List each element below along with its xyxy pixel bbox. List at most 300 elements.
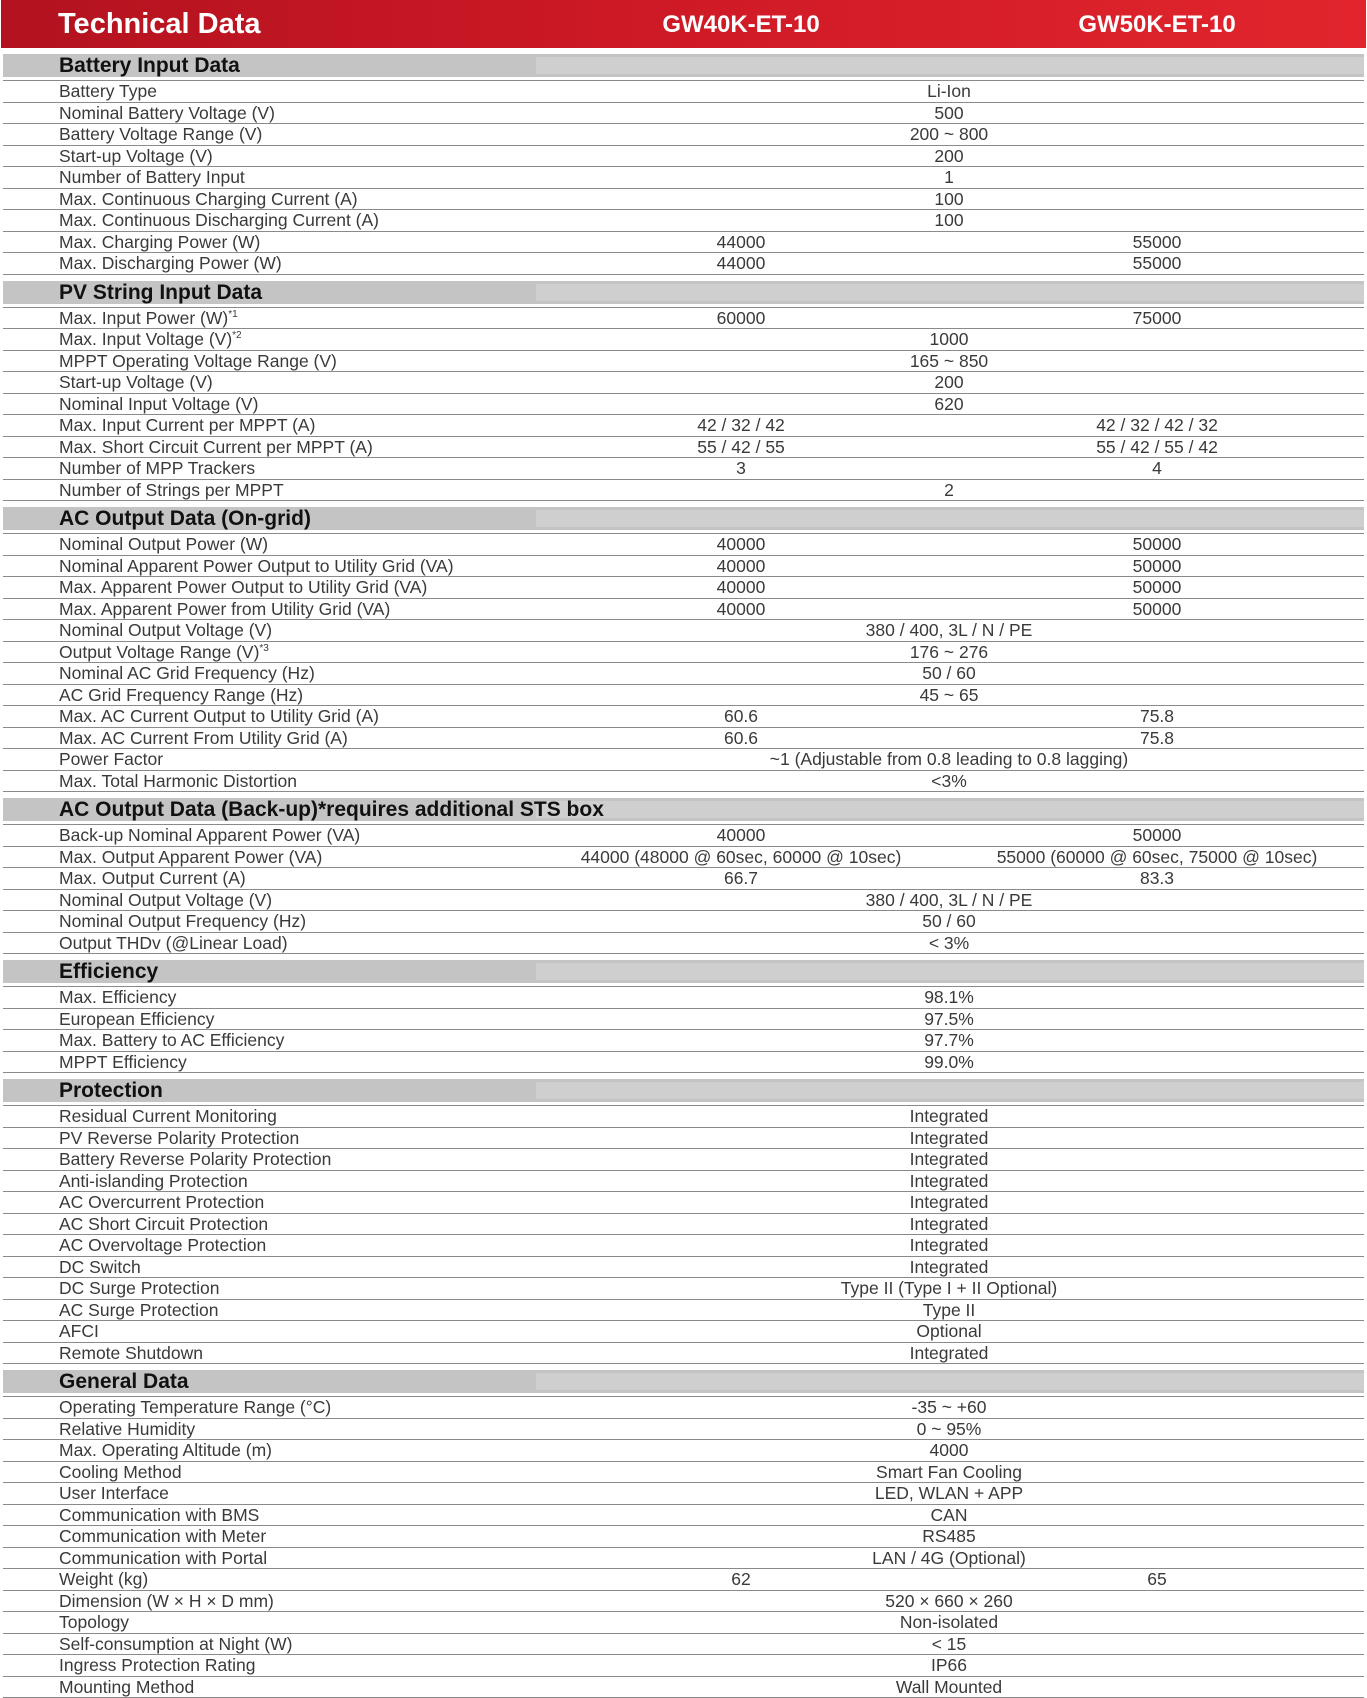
spec-label-text: Nominal AC Grid Frequency (Hz) xyxy=(59,663,315,683)
section-header-shade xyxy=(536,801,1364,818)
spec-row xyxy=(3,1419,1364,1441)
section-header xyxy=(3,798,1364,821)
spec-value-shared: Integrated xyxy=(910,1214,989,1234)
spec-row xyxy=(3,620,1364,642)
spec-label xyxy=(59,1009,214,1029)
spec-label-text: Nominal Output Voltage (V) xyxy=(59,890,272,910)
spec-label-text: Remote Shutdown xyxy=(59,1343,203,1363)
spec-row xyxy=(3,577,1364,599)
spec-label xyxy=(59,1397,331,1417)
spec-label-text: Max. Input Current per MPPT (A) xyxy=(59,415,315,435)
spec-label-text: Dimension (W × H × D mm) xyxy=(59,1591,274,1611)
spec-value-shared: 500 xyxy=(934,103,963,123)
spec-value-model-2: 83.3 xyxy=(1140,868,1174,888)
spec-value-model-1: 40000 xyxy=(717,534,766,554)
spec-row xyxy=(3,189,1364,211)
spec-label xyxy=(59,1128,299,1148)
spec-label xyxy=(59,1171,248,1191)
spec-value-model-2: 42 / 32 / 42 / 32 xyxy=(1096,415,1218,435)
section-title: PV String Input Data xyxy=(59,281,262,305)
spec-label-text: Weight (kg) xyxy=(59,1569,148,1589)
spec-label-text: European Efficiency xyxy=(59,1009,214,1029)
spec-row xyxy=(3,1505,1364,1527)
spec-value-model-2: 75.8 xyxy=(1140,706,1174,726)
spec-label-text: Battery Voltage Range (V) xyxy=(59,124,262,144)
spec-value-model-2: 50000 xyxy=(1133,556,1182,576)
spec-label xyxy=(59,1505,259,1525)
spec-row xyxy=(3,210,1364,232)
spec-label xyxy=(59,1462,182,1482)
spec-value-shared: 200 ~ 800 xyxy=(910,124,988,144)
spec-label xyxy=(59,1149,331,1169)
spec-value-shared: 200 xyxy=(934,146,963,166)
spec-row xyxy=(3,533,1364,556)
spec-label xyxy=(59,437,373,457)
spec-row xyxy=(3,556,1364,578)
spec-label-text: Max. Output Apparent Power (VA) xyxy=(59,847,322,867)
spec-label xyxy=(59,253,282,273)
spec-value-shared: Integrated xyxy=(910,1149,989,1169)
spec-value-shared: -35 ~ +60 xyxy=(912,1397,987,1417)
spec-row xyxy=(3,911,1364,933)
spec-value-model-1: 44000 xyxy=(717,232,766,252)
spec-value-model-1: 62 xyxy=(731,1569,750,1589)
spec-row xyxy=(3,642,1364,664)
spec-label xyxy=(59,599,390,619)
section-header xyxy=(3,507,1364,530)
spec-label xyxy=(59,749,163,769)
spec-label xyxy=(59,394,258,414)
spec-value-model-2: 55000 xyxy=(1133,232,1182,252)
spec-value-model-2: 75.8 xyxy=(1140,728,1174,748)
spec-value-shared: < 3% xyxy=(929,933,969,953)
spec-label-text: Max. Apparent Power Output to Utility Grid (VA) xyxy=(59,577,427,597)
footnote-marker: *1 xyxy=(228,309,237,320)
spec-value-model-2: 55000 (60000 @ 60sec, 75000 @ 10sec) xyxy=(997,847,1318,867)
spec-label xyxy=(59,1278,220,1298)
spec-label xyxy=(59,620,272,640)
spec-value-shared: CAN xyxy=(931,1505,968,1525)
spec-row xyxy=(3,394,1364,416)
spec-row xyxy=(3,415,1364,437)
spec-label xyxy=(59,1612,129,1632)
section-title: Protection xyxy=(59,1079,163,1103)
spec-label xyxy=(59,1052,187,1072)
spec-value-shared: 50 / 60 xyxy=(922,911,976,931)
spec-label-text: Communication with Portal xyxy=(59,1548,267,1568)
spec-row xyxy=(3,1343,1364,1365)
spec-row xyxy=(3,1278,1364,1300)
spec-value-shared: < 15 xyxy=(932,1634,967,1654)
spec-value-shared: 98.1% xyxy=(924,987,974,1007)
spec-value-shared: Optional xyxy=(916,1321,981,1341)
spec-value-model-2: 55 / 42 / 55 / 42 xyxy=(1096,437,1218,457)
section-title: General Data xyxy=(59,1370,189,1394)
spec-row xyxy=(3,685,1364,707)
spec-row xyxy=(3,1300,1364,1322)
spec-label-text: Nominal Apparent Power Output to Utility Grid (VA) xyxy=(59,556,454,576)
section-header-shade xyxy=(536,57,1364,74)
spec-label-text: AC Overvoltage Protection xyxy=(59,1235,266,1255)
spec-label-text: AC Surge Protection xyxy=(59,1300,219,1320)
spec-row xyxy=(3,146,1364,168)
spec-row xyxy=(3,329,1364,351)
spec-label xyxy=(59,1569,148,1589)
spec-label xyxy=(59,825,360,845)
spec-label-text: Ingress Protection Rating xyxy=(59,1655,256,1675)
spec-label-text: Max. AC Current Output to Utility Grid (A) xyxy=(59,706,379,726)
spec-label xyxy=(59,1483,169,1503)
spec-value-shared: IP66 xyxy=(931,1655,967,1675)
spec-label-text: AFCI xyxy=(59,1321,99,1341)
spec-row xyxy=(3,1257,1364,1279)
spec-row xyxy=(3,706,1364,728)
spec-label xyxy=(59,146,213,166)
spec-value-shared: 200 xyxy=(934,372,963,392)
section-header-shade xyxy=(536,284,1364,301)
spec-label-text: Max. Operating Altitude (m) xyxy=(59,1440,272,1460)
spec-value-model-1: 3 xyxy=(736,458,746,478)
spec-value-shared: 0 ~ 95% xyxy=(917,1419,982,1439)
spec-row xyxy=(3,167,1364,189)
spec-label xyxy=(59,458,255,478)
spec-row xyxy=(3,1655,1364,1677)
spec-row xyxy=(3,824,1364,847)
spec-label-text: Number of Strings per MPPT xyxy=(59,480,284,500)
spec-value-shared: Integrated xyxy=(910,1235,989,1255)
spec-label-text: Max. Charging Power (W) xyxy=(59,232,260,252)
spec-value-shared: Smart Fan Cooling xyxy=(876,1462,1022,1482)
spec-label xyxy=(59,890,272,910)
spec-value-model-1: 66.7 xyxy=(724,868,758,888)
spec-value-model-1: 60.6 xyxy=(724,728,758,748)
spec-label xyxy=(59,1300,219,1320)
spec-value-model-2: 65 xyxy=(1147,1569,1166,1589)
page-title: Technical Data xyxy=(58,6,261,42)
spec-row xyxy=(3,868,1364,890)
spec-label xyxy=(59,771,297,791)
spec-label xyxy=(59,987,176,1007)
spec-label xyxy=(59,308,238,328)
spec-label-text: Number of MPP Trackers xyxy=(59,458,255,478)
spec-value-shared: 620 xyxy=(934,394,963,414)
spec-value-shared: <3% xyxy=(931,771,967,791)
spec-row xyxy=(3,728,1364,750)
spec-value-shared: 97.5% xyxy=(924,1009,974,1029)
spec-row xyxy=(3,253,1364,275)
spec-value-shared: 97.7% xyxy=(924,1030,974,1050)
spec-row xyxy=(3,1052,1364,1074)
spec-value-shared: 2 xyxy=(944,480,954,500)
spec-value-shared: Wall Mounted xyxy=(896,1677,1002,1697)
spec-label-text: Operating Temperature Range (°C) xyxy=(59,1397,331,1417)
section-header xyxy=(3,1370,1364,1393)
spec-label-text: Number of Battery Input xyxy=(59,167,245,187)
spec-value-shared: 520 × 660 × 260 xyxy=(885,1591,1012,1611)
spec-label-text: Communication with BMS xyxy=(59,1505,259,1525)
spec-label xyxy=(59,124,262,144)
spec-value-shared: 1 xyxy=(944,167,954,187)
spec-row xyxy=(3,1128,1364,1150)
spec-value-model-1: 60000 xyxy=(717,308,766,328)
spec-row xyxy=(3,1634,1364,1656)
spec-label-text: PV Reverse Polarity Protection xyxy=(59,1128,299,1148)
spec-label-text: Nominal Battery Voltage (V) xyxy=(59,103,275,123)
spec-label xyxy=(59,577,427,597)
spec-value-model-1: 42 / 32 / 42 xyxy=(697,415,785,435)
spec-label xyxy=(59,933,288,953)
spec-value-model-2: 55000 xyxy=(1133,253,1182,273)
section-header xyxy=(3,1079,1364,1102)
spec-row xyxy=(3,351,1364,373)
spec-label-text: Max. Battery to AC Efficiency xyxy=(59,1030,284,1050)
spec-label xyxy=(59,329,242,349)
spec-row xyxy=(3,1526,1364,1548)
spec-value-model-2: 50000 xyxy=(1133,534,1182,554)
spec-value-shared: 99.0% xyxy=(924,1052,974,1072)
spec-label xyxy=(59,685,303,705)
spec-value-shared: Non-isolated xyxy=(900,1612,998,1632)
spec-label xyxy=(59,103,275,123)
spec-label xyxy=(59,81,157,101)
spec-value-shared: Integrated xyxy=(910,1128,989,1148)
spec-value-model-1: 40000 xyxy=(717,825,766,845)
section-header-shade xyxy=(536,963,1364,980)
spec-value-model-1: 44000 (48000 @ 60sec, 60000 @ 10sec) xyxy=(581,847,902,867)
spec-label-text: Nominal Output Frequency (Hz) xyxy=(59,911,306,931)
spec-label-text: Back-up Nominal Apparent Power (VA) xyxy=(59,825,360,845)
spec-row xyxy=(3,749,1364,771)
section-header-shade xyxy=(536,1082,1364,1099)
spec-label xyxy=(59,232,260,252)
spec-row xyxy=(3,1105,1364,1128)
spec-label-text: Max. Continuous Discharging Current (A) xyxy=(59,210,379,230)
spec-label-text: Max. Apparent Power from Utility Grid (VA) xyxy=(59,599,390,619)
spec-row xyxy=(3,480,1364,502)
section-header xyxy=(3,281,1364,304)
spec-value-shared: LED, WLAN + APP xyxy=(875,1483,1023,1503)
spec-label-text: User Interface xyxy=(59,1483,169,1503)
spec-value-shared: 4000 xyxy=(930,1440,969,1460)
spec-label xyxy=(59,210,379,230)
spec-label-text: Max. Short Circuit Current per MPPT (A) xyxy=(59,437,373,457)
spec-label xyxy=(59,1526,266,1546)
spec-label-text: Mounting Method xyxy=(59,1677,194,1697)
spec-label xyxy=(59,1440,272,1460)
spec-row xyxy=(3,986,1364,1009)
spec-row xyxy=(3,103,1364,125)
spec-value-model-1: 40000 xyxy=(717,556,766,576)
spec-row xyxy=(3,1462,1364,1484)
spec-label xyxy=(59,1343,203,1363)
spec-value-shared: Li-Ion xyxy=(927,81,971,101)
spec-label xyxy=(59,728,348,748)
spec-label-text: Relative Humidity xyxy=(59,1419,195,1439)
spec-row xyxy=(3,1548,1364,1570)
spec-sections xyxy=(0,54,1367,1698)
spec-label-text: AC Short Circuit Protection xyxy=(59,1214,268,1234)
spec-row xyxy=(3,1192,1364,1214)
spec-label xyxy=(59,663,315,683)
spec-label xyxy=(59,1235,266,1255)
spec-label xyxy=(59,1192,264,1212)
footnote-marker: *2 xyxy=(232,330,241,341)
spec-value-shared: RS485 xyxy=(922,1526,976,1546)
spec-value-shared: 380 / 400, 3L / N / PE xyxy=(866,890,1033,910)
spec-row xyxy=(3,372,1364,394)
spec-label xyxy=(59,189,358,209)
spec-label xyxy=(59,351,337,371)
spec-value-model-1: 40000 xyxy=(717,577,766,597)
spec-label-text: Power Factor xyxy=(59,749,163,769)
spec-value-shared: 45 ~ 65 xyxy=(920,685,979,705)
spec-label xyxy=(59,415,315,435)
spec-value-model-1: 60.6 xyxy=(724,706,758,726)
spec-value-shared: ~1 (Adjustable from 0.8 leading to 0.8 lagging) xyxy=(770,749,1129,769)
spec-label-text: Battery Type xyxy=(59,81,157,101)
spec-row xyxy=(3,1612,1364,1634)
spec-label xyxy=(59,868,246,888)
spec-row xyxy=(3,663,1364,685)
spec-value-shared: Type II (Type I + II Optional) xyxy=(841,1278,1057,1298)
spec-label-text: Max. Input Voltage (V) xyxy=(59,329,232,349)
spec-row xyxy=(3,1321,1364,1343)
spec-label-text: Communication with Meter xyxy=(59,1526,266,1546)
spec-row xyxy=(3,80,1364,103)
spec-label xyxy=(59,1591,274,1611)
header-bar xyxy=(1,0,1366,48)
spec-value-shared: Integrated xyxy=(910,1343,989,1363)
spec-value-shared: Integrated xyxy=(910,1192,989,1212)
spec-label xyxy=(59,480,284,500)
spec-label-text: Nominal Input Voltage (V) xyxy=(59,394,258,414)
spec-value-shared: 1000 xyxy=(930,329,969,349)
spec-label-text: Max. AC Current From Utility Grid (A) xyxy=(59,728,348,748)
spec-label-text: Anti-islanding Protection xyxy=(59,1171,248,1191)
spec-label xyxy=(59,1030,284,1050)
spec-row xyxy=(3,458,1364,480)
spec-label xyxy=(59,1677,194,1697)
spec-value-shared: 100 xyxy=(934,189,963,209)
spec-value-model-1: 40000 xyxy=(717,599,766,619)
spec-label-text: Output THDv (@Linear Load) xyxy=(59,933,288,953)
section-title: Efficiency xyxy=(59,960,158,984)
footnote-marker: *3 xyxy=(259,643,268,654)
spec-value-shared: 380 / 400, 3L / N / PE xyxy=(866,620,1033,640)
spec-label-text: MPPT Efficiency xyxy=(59,1052,187,1072)
section-title: AC Output Data (Back-up)*requires additional STS box xyxy=(59,798,604,822)
spec-label-text: Nominal Output Power (W) xyxy=(59,534,268,554)
spec-label xyxy=(59,847,322,867)
spec-label xyxy=(59,642,269,662)
spec-row xyxy=(3,1483,1364,1505)
section-header-shade xyxy=(536,1373,1364,1390)
spec-row xyxy=(3,437,1364,459)
spec-label xyxy=(59,706,379,726)
spec-label xyxy=(59,1257,141,1277)
section-header-shade xyxy=(536,510,1364,527)
spec-row xyxy=(3,1214,1364,1236)
spec-label-text: DC Surge Protection xyxy=(59,1278,220,1298)
spec-row xyxy=(3,232,1364,254)
spec-row xyxy=(3,1149,1364,1171)
spec-row xyxy=(3,124,1364,146)
spec-label-text: AC Overcurrent Protection xyxy=(59,1192,264,1212)
spec-row xyxy=(3,1440,1364,1462)
spec-label-text: Cooling Method xyxy=(59,1462,182,1482)
spec-label-text: DC Switch xyxy=(59,1257,141,1277)
spec-label xyxy=(59,1106,277,1126)
spec-value-shared: Integrated xyxy=(910,1171,989,1191)
model-2-heading: GW50K-ET-10 xyxy=(1078,10,1235,40)
model-1-heading: GW40K-ET-10 xyxy=(662,10,819,40)
spec-row xyxy=(3,933,1364,955)
section-title: AC Output Data (On-grid) xyxy=(59,507,311,531)
spec-label-text: Self-consumption at Night (W) xyxy=(59,1634,292,1654)
spec-label-text: Topology xyxy=(59,1612,129,1632)
spec-row xyxy=(3,771,1364,793)
spec-label xyxy=(59,1548,267,1568)
spec-label xyxy=(59,1214,268,1234)
spec-row xyxy=(3,307,1364,330)
spec-row xyxy=(3,1171,1364,1193)
spec-row xyxy=(3,1591,1364,1613)
spec-label-text: Max. Total Harmonic Distortion xyxy=(59,771,297,791)
spec-value-model-2: 75000 xyxy=(1133,308,1182,328)
spec-label-text: Battery Reverse Polarity Protection xyxy=(59,1149,331,1169)
spec-value-model-1: 44000 xyxy=(717,253,766,273)
spec-row xyxy=(3,847,1364,869)
section-header xyxy=(3,960,1364,983)
spec-value-model-2: 50000 xyxy=(1133,577,1182,597)
section-title: Battery Input Data xyxy=(59,54,240,78)
spec-label-text: Output Voltage Range (V) xyxy=(59,642,259,662)
spec-label-text: Residual Current Monitoring xyxy=(59,1106,277,1126)
spec-value-shared: Integrated xyxy=(910,1106,989,1126)
spec-value-shared: Type II xyxy=(923,1300,976,1320)
spec-label xyxy=(59,1655,256,1675)
spec-value-shared: 50 / 60 xyxy=(922,663,976,683)
section-header xyxy=(3,54,1364,77)
spec-label xyxy=(59,534,268,554)
spec-value-shared: 165 ~ 850 xyxy=(910,351,988,371)
spec-label xyxy=(59,372,213,392)
spec-label-text: Nominal Output Voltage (V) xyxy=(59,620,272,640)
spec-row xyxy=(3,1030,1364,1052)
spec-value-model-2: 50000 xyxy=(1133,599,1182,619)
spec-label-text: Max. Continuous Charging Current (A) xyxy=(59,189,358,209)
spec-label xyxy=(59,1634,292,1654)
spec-label xyxy=(59,911,306,931)
spec-value-shared: 176 ~ 276 xyxy=(910,642,988,662)
spec-label-text: MPPT Operating Voltage Range (V) xyxy=(59,351,337,371)
spec-label xyxy=(59,1419,195,1439)
spec-row xyxy=(3,1009,1364,1031)
spec-row xyxy=(3,1235,1364,1257)
spec-row xyxy=(3,599,1364,621)
spec-value-model-2: 50000 xyxy=(1133,825,1182,845)
spec-value-model-1: 55 / 42 / 55 xyxy=(697,437,785,457)
spec-label-text: Max. Discharging Power (W) xyxy=(59,253,282,273)
spec-value-shared: 100 xyxy=(934,210,963,230)
spec-row xyxy=(3,1569,1364,1591)
spec-row xyxy=(3,890,1364,912)
spec-label-text: Max. Input Power (W) xyxy=(59,308,228,328)
spec-label-text: Start-up Voltage (V) xyxy=(59,372,213,392)
spec-row xyxy=(3,1677,1364,1698)
spec-label xyxy=(59,1321,99,1341)
spec-row xyxy=(3,1396,1364,1419)
